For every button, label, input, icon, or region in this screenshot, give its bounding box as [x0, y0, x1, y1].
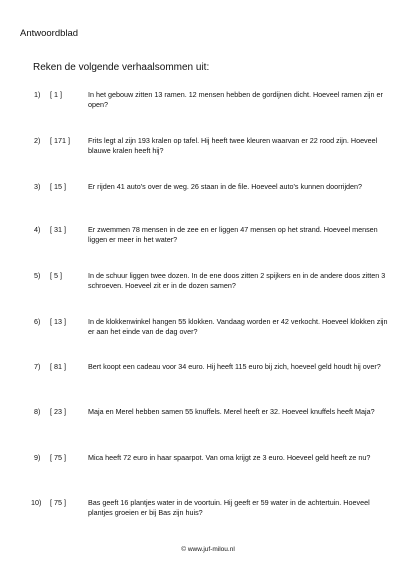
question-answer: [ 31 ] [50, 225, 66, 234]
question-number: 8) [34, 407, 41, 416]
question-number: 1) [34, 90, 41, 99]
question-number: 4) [34, 225, 41, 234]
question-answer: [ 23 ] [50, 407, 66, 416]
question-number: 5) [34, 271, 41, 280]
question-answer: [ 5 ] [50, 271, 62, 280]
question-number: 10) [31, 498, 42, 507]
question-number: 2) [34, 136, 41, 145]
question-text: Er rijden 41 auto's over de weg. 26 staan in de file. Hoeveel auto's kunnen doorrijden? [88, 182, 363, 191]
page-title: Antwoordblad [20, 28, 79, 39]
question-number: 3) [34, 182, 41, 191]
question-text: In de schuur liggen twee dozen. In de ene doos zitten 2 spijkers en in de andere doos zitten 3 schroeven. Hoeveel zit er in de dozen samen? [88, 271, 386, 290]
question-text: Er zwemmen 78 mensen in de zee en er liggen 47 mensen op het strand. Hoeveel mensen liggen er meer in het water? [88, 225, 378, 244]
question-text: Maja en Merel hebben samen 55 knuffels. Merel heeft er 32. Hoeveel knuffels heeft Maja? [88, 407, 375, 416]
question-answer: [ 75 ] [50, 498, 66, 507]
question-number: 7) [34, 362, 41, 371]
question-number: 9) [34, 453, 41, 462]
footer-copyright: © www.juf-milou.nl [181, 546, 235, 553]
question-answer: [ 171 ] [50, 136, 70, 145]
question-answer: [ 15 ] [50, 182, 66, 191]
question-number: 6) [34, 317, 41, 326]
question-answer: [ 13 ] [50, 317, 66, 326]
question-text: Bert koopt een cadeau voor 34 euro. Hij heeft 115 euro bij zich, hoeveel geld houdt hij over? [88, 362, 381, 371]
question-answer: [ 81 ] [50, 362, 66, 371]
question-answer: [ 75 ] [50, 453, 66, 462]
question-text: Mica heeft 72 euro in haar spaarpot. Van oma krijgt ze 3 euro. Hoeveel geld heeft ze nu? [88, 453, 371, 462]
question-text: In het gebouw zitten 13 ramen. 12 mensen hebben de gordijnen dicht. Hoeveel ramen zijn er open? [88, 90, 383, 109]
question-answer: [ 1 ] [50, 90, 62, 99]
intro-heading: Reken de volgende verhaalsommen uit: [33, 62, 210, 73]
question-text: In de klokkenwinkel hangen 55 klokken. Vandaag worden er 42 verkocht. Hoeveel klokken zijn er aan het einde van de dag over? [88, 317, 388, 336]
question-text: Frits legt al zijn 193 kralen op tafel. Hij heeft twee kleuren waarvan er 22 rood zijn. Hoeveel blauwe kralen heeft hij? [88, 136, 378, 155]
question-text: Bas geeft 16 plantjes water in de voortuin. Hij geeft er 59 water in de achtertuin. Hoeveel plantjes groeien er bij Bas zijn huis? [88, 498, 370, 517]
